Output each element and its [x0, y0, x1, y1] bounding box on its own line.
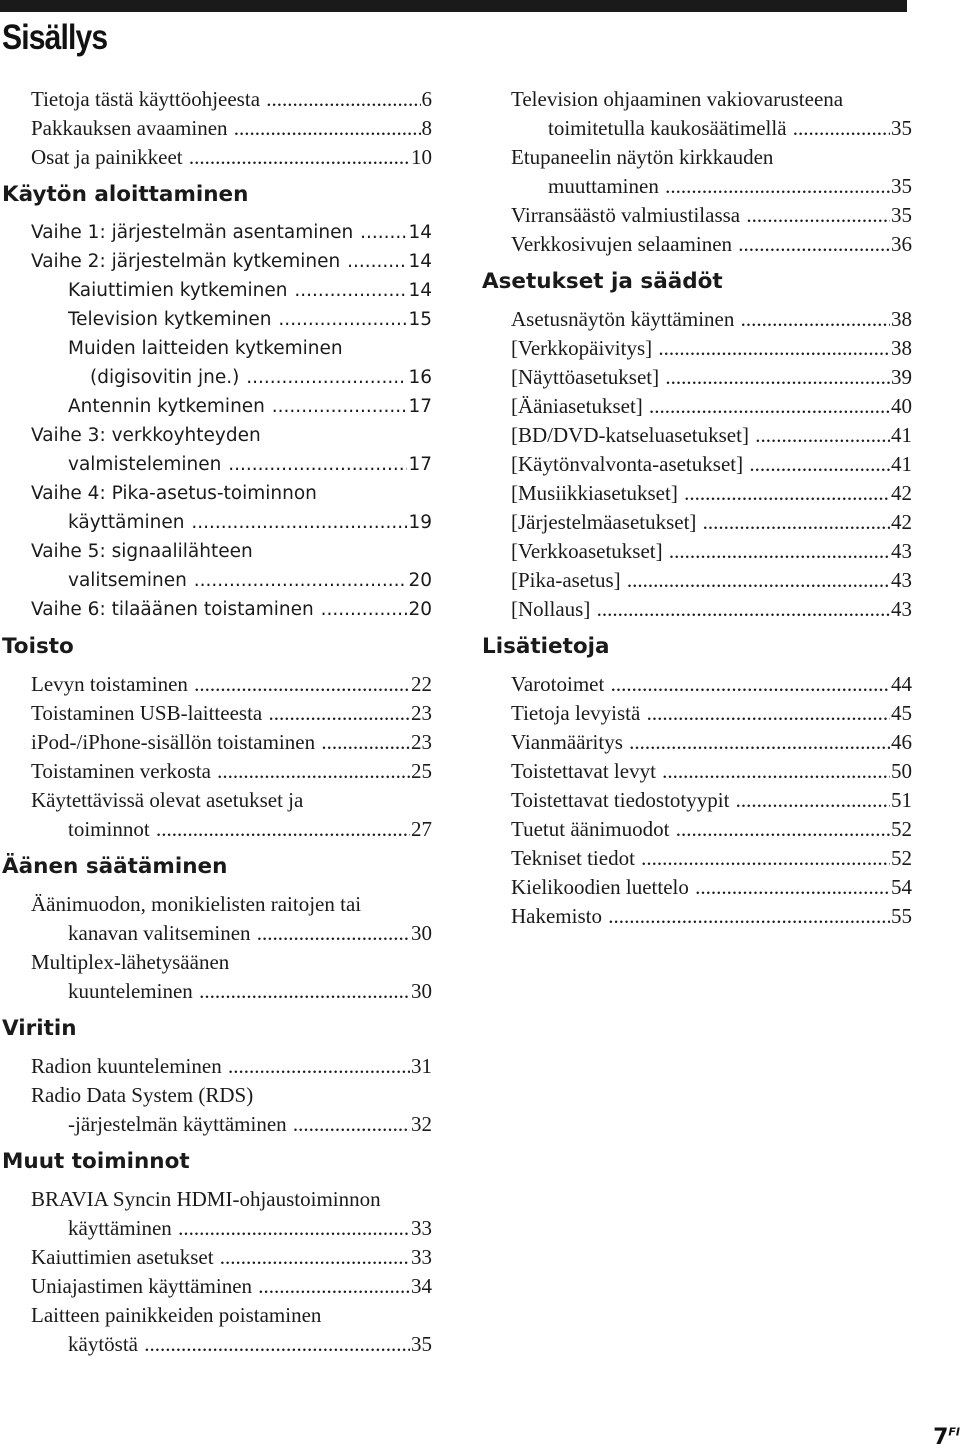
toc-entry[interactable] — [31, 699, 432, 728]
toc-entry-title: Tietoja tästä käyttöohjeesta — [31, 87, 261, 111]
toc-entry-title: Toistettavat levyt — [511, 759, 656, 783]
toc-entry-title: valitseminen — [68, 570, 187, 591]
toc-entry-page-number: 6 — [421, 85, 433, 114]
toc-entry[interactable] — [68, 1214, 432, 1243]
toc-entry-title: Radio Data System (RDS) — [31, 1083, 254, 1107]
toc-entry-title: muuttaminen — [548, 174, 659, 198]
toc-entry-page-number: 41 — [890, 450, 912, 479]
toc-entry[interactable] — [31, 143, 432, 172]
toc-entry[interactable] — [31, 890, 432, 919]
toc-entry-page-number: 31 — [410, 1052, 432, 1081]
toc-entry[interactable] — [31, 1272, 432, 1301]
toc-entry-page-number: 43 — [890, 595, 912, 624]
toc-entry-page-number: 33 — [410, 1214, 432, 1243]
toc-entry-page-number: 10 — [410, 143, 432, 172]
toc-entry-title: Kaiuttimien kytkeminen — [68, 280, 288, 301]
toc-entry-title: Multiplex-lähetysäänen — [31, 950, 230, 974]
section-heading: Viritin — [2, 1016, 77, 1041]
toc-entry-title: Virransäästö valmiustilassa — [511, 203, 741, 227]
toc-entry[interactable] — [31, 537, 432, 566]
toc-entry-page-number: 45 — [890, 699, 912, 728]
section-heading: Käytön aloittaminen — [2, 182, 249, 207]
toc-entry-title: Tuetut äänimuodot — [511, 817, 670, 841]
toc-entry[interactable] — [31, 670, 432, 699]
toc-entry-title: [Pika-asetus] — [511, 568, 621, 592]
toc-entry-title: Laitteen painikkeiden poistaminen — [31, 1303, 322, 1327]
toc-entry-title: Television kytkeminen — [68, 309, 272, 330]
toc-entry-page-number: 23 — [410, 728, 432, 757]
toc-entry[interactable] — [31, 421, 432, 450]
toc-entry-title: [Käytönvalvonta-asetukset] — [511, 452, 744, 476]
toc-entry-page-number: 43 — [890, 537, 912, 566]
toc-entry-title: käyttäminen — [68, 1216, 172, 1240]
toc-entry-title: [Verkkopäivitys] — [511, 336, 653, 360]
toc-entry-page-number: 40 — [890, 392, 912, 421]
toc-entry-title: Varotoimet — [511, 672, 605, 696]
toc-entry-page-number: 38 — [890, 334, 912, 363]
toc-entry-title: Toistaminen verkosta — [31, 759, 211, 783]
toc-entry-title: valmisteleminen — [68, 454, 222, 475]
section-heading: Lisätietoja — [482, 634, 610, 659]
toc-entry[interactable] — [68, 815, 432, 844]
toc-entry[interactable] — [31, 948, 432, 977]
toc-entry-title: Vaihe 2: järjestelmän kytkeminen — [31, 251, 341, 272]
toc-entry-page-number: 14 — [407, 247, 432, 276]
toc-entry[interactable] — [511, 815, 912, 844]
toc-left-column — [0, 85, 432, 1359]
toc-entry[interactable] — [511, 728, 912, 757]
toc-entry-page-number: 54 — [890, 873, 912, 902]
toc-entry[interactable] — [31, 786, 432, 815]
toc-entry-page-number: 35 — [890, 201, 912, 230]
toc-entry[interactable] — [68, 276, 432, 305]
toc-entry-title: [BD/DVD-katseluasetukset] — [511, 423, 749, 447]
toc-entry[interactable] — [31, 218, 432, 247]
toc-entry[interactable] — [90, 363, 432, 392]
toc-entry[interactable] — [68, 334, 432, 363]
toc-entry-page-number: 19 — [407, 508, 432, 537]
toc-entry-title: Vaihe 4: Pika-asetus-toiminnon — [31, 483, 317, 504]
toc-entry[interactable] — [511, 786, 912, 815]
toc-entry[interactable] — [511, 85, 912, 114]
toc-entry-page-number: 35 — [890, 172, 912, 201]
toc-entry-page-number: 50 — [890, 757, 912, 786]
toc-entry-page-number: 41 — [890, 421, 912, 450]
toc-entry-title: Osat ja painikkeet — [31, 145, 183, 169]
toc-entry[interactable] — [511, 230, 912, 259]
toc-entry-title: Vaihe 6: tilaäänen toistaminen — [31, 599, 314, 620]
toc-entry-title: kuunteleminen — [68, 979, 193, 1003]
toc-entry-page-number: 23 — [410, 699, 432, 728]
toc-entry[interactable] — [511, 670, 912, 699]
toc-entry-page-number: 52 — [890, 844, 912, 873]
toc-entry-page-number: 52 — [890, 815, 912, 844]
toc-entry[interactable] — [31, 757, 432, 786]
toc-entry[interactable] — [68, 977, 432, 1006]
toc-entry-title: käyttäminen — [68, 512, 185, 533]
toc-entry-page-number: 51 — [890, 786, 912, 815]
toc-entry[interactable] — [511, 392, 912, 421]
toc-entry-page-number: 44 — [890, 670, 912, 699]
toc-entry[interactable] — [511, 305, 912, 334]
toc-entry-page-number: 22 — [410, 670, 432, 699]
section-heading: Asetukset ja säädöt — [482, 269, 723, 294]
toc-entry-page-number: 42 — [890, 479, 912, 508]
toc-entry[interactable] — [31, 1185, 432, 1214]
page-language-code: FI — [948, 1425, 960, 1439]
toc-entry-page-number: 17 — [407, 450, 432, 479]
toc-entry[interactable] — [511, 508, 912, 537]
toc-entry-page-number: 16 — [407, 363, 432, 392]
toc-entry-title: Vianmääritys — [511, 730, 623, 754]
toc-entry-page-number: 38 — [890, 305, 912, 334]
toc-entry-title: [Musiikkiasetukset] — [511, 481, 678, 505]
toc-entry-page-number: 27 — [410, 815, 432, 844]
toc-entry-title: Hakemisto — [511, 904, 602, 928]
toc-entry[interactable] — [511, 334, 912, 363]
toc-entry[interactable] — [31, 728, 432, 757]
toc-entry-title: Kaiuttimien asetukset — [31, 1245, 214, 1269]
toc-entry[interactable] — [31, 595, 432, 624]
toc-entry[interactable] — [511, 363, 912, 392]
section-heading: Äänen säätäminen — [2, 854, 228, 879]
toc-entry[interactable] — [511, 421, 912, 450]
toc-entry[interactable] — [68, 392, 432, 421]
toc-entry[interactable] — [511, 902, 912, 931]
page-number — [933, 1425, 960, 1450]
toc-entry-page-number: 34 — [410, 1272, 432, 1301]
toc-entry-title: Television ohjaaminen vakiovarusteena — [511, 87, 844, 111]
toc-entry[interactable] — [31, 1052, 432, 1081]
toc-entry-page-number: 55 — [890, 902, 912, 931]
toc-entry-title: Pakkauksen avaaminen — [31, 116, 228, 140]
toc-entry-page-number: 43 — [890, 566, 912, 595]
toc-entry-title: BRAVIA Syncin HDMI-ohjaustoiminnon — [31, 1187, 381, 1211]
toc-entry[interactable] — [511, 201, 912, 230]
section-heading: Muut toiminnot — [2, 1149, 190, 1174]
toc-entry-page-number: 30 — [410, 919, 432, 948]
toc-entry-title: Kielikoodien luettelo — [511, 875, 689, 899]
toc-entry-title: Levyn toistaminen — [31, 672, 188, 696]
top-rule — [0, 0, 907, 12]
toc-entry-page-number: 25 — [410, 757, 432, 786]
toc-entry-page-number: 32 — [410, 1110, 432, 1139]
toc-entry-title: toiminnot — [68, 817, 150, 841]
toc-entry-page-number: 15 — [407, 305, 432, 334]
toc-entry[interactable] — [31, 85, 432, 114]
toc-entry-page-number: 42 — [890, 508, 912, 537]
toc-entry[interactable] — [511, 699, 912, 728]
toc-entry[interactable] — [511, 479, 912, 508]
toc-entry[interactable] — [511, 873, 912, 902]
toc-entry-title: Vaihe 5: signaalilähteen — [31, 541, 253, 562]
toc-entry-page-number: 17 — [407, 392, 432, 421]
toc-entry-title: Tietoja levyistä — [511, 701, 641, 725]
toc-entry-title: Käytettävissä olevat asetukset ja — [31, 788, 304, 812]
toc-entry[interactable] — [31, 479, 432, 508]
toc-entry-title: [Järjestelmäasetukset] — [511, 510, 697, 534]
toc-entry-title: [Ääniasetukset] — [511, 394, 643, 418]
toc-entry-title: käytöstä — [68, 1332, 138, 1356]
toc-entry[interactable] — [31, 1301, 432, 1330]
toc-entry-title: Radion kuunteleminen — [31, 1054, 222, 1078]
toc-entry-page-number: 35 — [890, 114, 912, 143]
toc-entry[interactable] — [511, 595, 912, 624]
toc-right-column — [480, 85, 912, 931]
toc-entry[interactable] — [31, 247, 432, 276]
toc-entry-title: -järjestelmän käyttäminen — [68, 1112, 287, 1136]
toc-entry[interactable] — [68, 1330, 432, 1359]
toc-entry-page-number: 39 — [890, 363, 912, 392]
toc-entry-page-number: 35 — [410, 1330, 432, 1359]
toc-entry[interactable] — [31, 1243, 432, 1272]
toc-entry-page-number: 46 — [890, 728, 912, 757]
toc-entry-page-number: 14 — [407, 276, 432, 305]
toc-entry-page-number: 36 — [890, 230, 912, 259]
toc-entry-title: [Nollaus] — [511, 597, 591, 621]
toc-entry-title: iPod-/iPhone-sisällön toistaminen — [31, 730, 316, 754]
toc-entry-title: kanavan valitseminen — [68, 921, 251, 945]
toc-entry-title: Vaihe 3: verkkoyhteyden — [31, 425, 261, 446]
toc-entry[interactable] — [511, 537, 912, 566]
toc-entry[interactable] — [68, 1110, 432, 1139]
toc-entry[interactable] — [68, 508, 432, 537]
toc-entry-title: (digisovitin jne.) — [90, 367, 240, 388]
toc-entry-title: toimitetulla kaukosäätimellä — [548, 116, 787, 140]
page-title: Sisällys — [2, 18, 108, 57]
toc-entry[interactable] — [511, 450, 912, 479]
toc-entry[interactable] — [511, 143, 912, 172]
toc-entry[interactable] — [511, 757, 912, 786]
toc-entry[interactable] — [68, 566, 432, 595]
toc-entry[interactable] — [68, 919, 432, 948]
toc-entry[interactable] — [68, 450, 432, 479]
toc-entry-title: [Verkkoasetukset] — [511, 539, 663, 563]
toc-entry[interactable] — [68, 305, 432, 334]
toc-entry-page-number: 20 — [407, 595, 432, 624]
toc-entry-title: [Näyttöasetukset] — [511, 365, 660, 389]
toc-entry[interactable] — [548, 172, 912, 201]
toc-entry[interactable] — [511, 844, 912, 873]
toc-entry-page-number: 33 — [410, 1243, 432, 1272]
toc-entry-title: Toistaminen USB-laitteesta — [31, 701, 263, 725]
toc-entry-title: Tekniset tiedot — [511, 846, 635, 870]
toc-entry-page-number: 20 — [407, 566, 432, 595]
section-heading: Toisto — [2, 634, 74, 659]
toc-entry-title: Asetusnäytön käyttäminen — [511, 307, 735, 331]
toc-entry[interactable] — [548, 114, 912, 143]
toc-entry[interactable] — [31, 1081, 432, 1110]
toc-entry-title: Antennin kytkeminen — [68, 396, 265, 417]
toc-entry-title: Etupaneelin näytön kirkkauden — [511, 145, 774, 169]
toc-entry-page-number: 30 — [410, 977, 432, 1006]
toc-entry-title: Uniajastimen käyttäminen — [31, 1274, 253, 1298]
toc-entry[interactable] — [31, 114, 432, 143]
toc-entry-title: Verkkosivujen selaaminen — [511, 232, 733, 256]
toc-entry[interactable] — [511, 566, 912, 595]
toc-entry-title: Muiden laitteiden kytkeminen — [68, 338, 343, 359]
toc-entry-title: Äänimuodon, monikielisten raitojen tai — [31, 892, 362, 916]
page-number-value: 7 — [933, 1425, 949, 1450]
toc-entry-title: Vaihe 1: järjestelmän asentaminen — [31, 222, 354, 243]
toc-entry-page-number: 14 — [407, 218, 432, 247]
toc-entry-title: Toistettavat tiedostotyypit — [511, 788, 730, 812]
toc-entry-page-number: 8 — [421, 114, 433, 143]
